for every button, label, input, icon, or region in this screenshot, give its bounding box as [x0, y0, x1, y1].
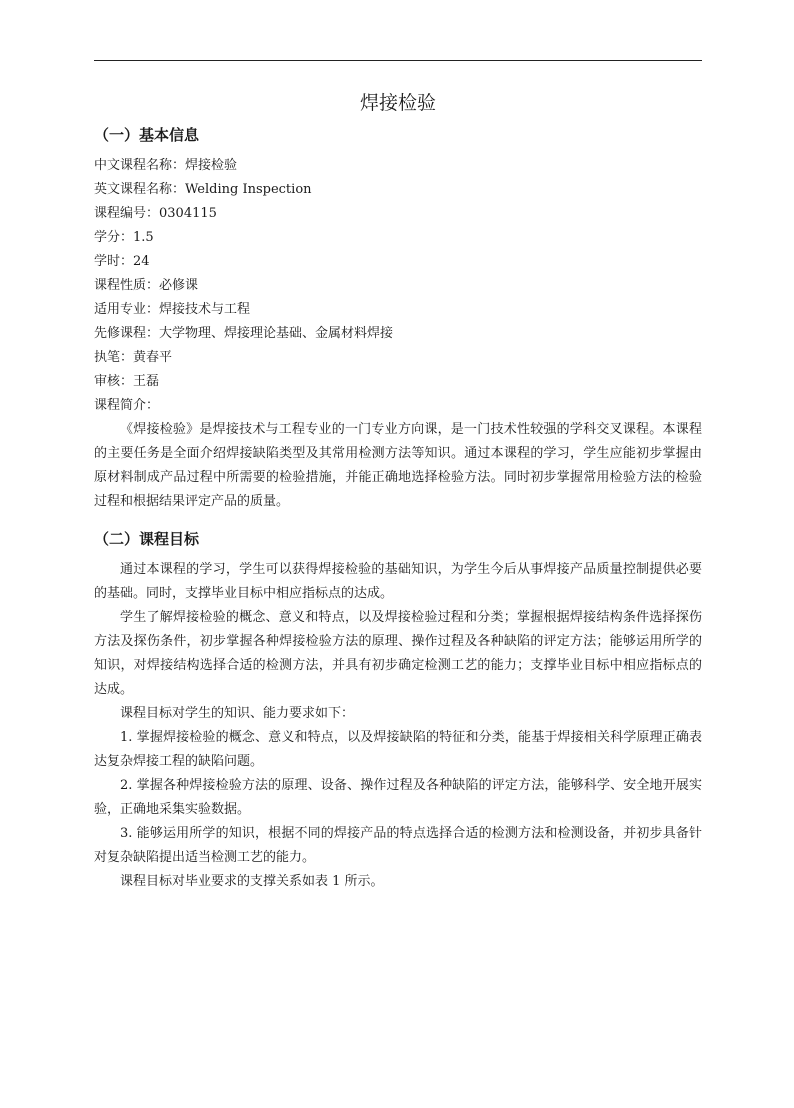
- section-basic-info-heading: （一）基本信息: [94, 126, 200, 144]
- info-prerequisites: 先修课程：大学物理、焊接理论基础、金属材料焊接: [94, 326, 394, 341]
- document-title: 焊接检验: [359, 92, 436, 114]
- info-english-name: 英文课程名称：Welding Inspection: [94, 182, 312, 197]
- header-rule: [94, 60, 702, 61]
- objective-item-1: 1. 掌握焊接检验的概念、意义和特点，以及焊接缺陷的特征和分类，能基于焊接相关科学原理正确表达复杂焊接工程的缺陷问题。: [94, 730, 702, 769]
- objectives-paragraph: 学生了解焊接检验的概念、意义和特点，以及焊接检验过程和分类；掌握根据焊接结构条件选择探伤方法及探伤条件，初步掌握各种焊接检验方法的原理、操作过程及各种缺陷的评定方法；能够运用所学的知识，对焊接结构选择合适的检测方法，并具有初步确定检测工艺的能力；支撑毕业目标中相应指标点的达成。: [94, 610, 702, 697]
- document-content: [94, 86, 702, 894]
- section-course-objectives-heading: （二）课程目标: [94, 530, 200, 548]
- info-intro-label: 课程简介：: [94, 398, 160, 413]
- info-course-type: 课程性质：必修课: [94, 278, 199, 293]
- objectives-paragraph: 课程目标对学生的知识、能力要求如下：: [120, 706, 355, 721]
- info-course-code: 课程编号：0304115: [94, 206, 217, 221]
- objective-item-3: 3. 能够运用所学的知识，根据不同的焊接产品的特点选择合适的检测方法和检测设备，并初步具备针对复杂缺陷提出适当检测工艺的能力。: [94, 826, 702, 865]
- info-reviewer: 审核：王磊: [94, 374, 160, 389]
- objectives-body: [94, 558, 702, 894]
- info-credits: 学分：1.5: [94, 230, 154, 245]
- info-major: 适用专业：焊接技术与工程: [94, 302, 251, 317]
- info-hours: 学时：24: [94, 254, 150, 269]
- basic-info-list: [94, 154, 702, 418]
- objectives-paragraph: 通过本课程的学习，学生可以获得焊接检验的基础知识，为学生今后从事焊接产品质量控制提供必要的基础。同时，支撑毕业目标中相应指标点的达成。: [94, 562, 702, 601]
- objective-item-2: 2. 掌握各种焊接检验方法的原理、设备、操作过程及各种缺陷的评定方法，能够科学、安全地开展实验，正确地采集实验数据。: [94, 778, 702, 817]
- objectives-table-reference: 课程目标对毕业要求的支撑关系如表 1 所示。: [120, 874, 384, 889]
- info-author: 执笔：黄春平: [94, 350, 173, 365]
- course-intro-paragraph: 《焊接检验》是焊接技术与工程专业的一门专业方向课，是一门技术性较强的学科交叉课程。本课程的主要任务是全面介绍焊接缺陷类型及其常用检测方法等知识。通过本课程的学习，学生应能初步掌握由原材料制成产品过程中所需要的检验措施，并能正确地选择检验方法。同时初步掌握常用检验方法的检验过程和根据结果评定产品的质量。: [94, 422, 702, 509]
- info-chinese-name: 中文课程名称：焊接检验: [94, 158, 238, 173]
